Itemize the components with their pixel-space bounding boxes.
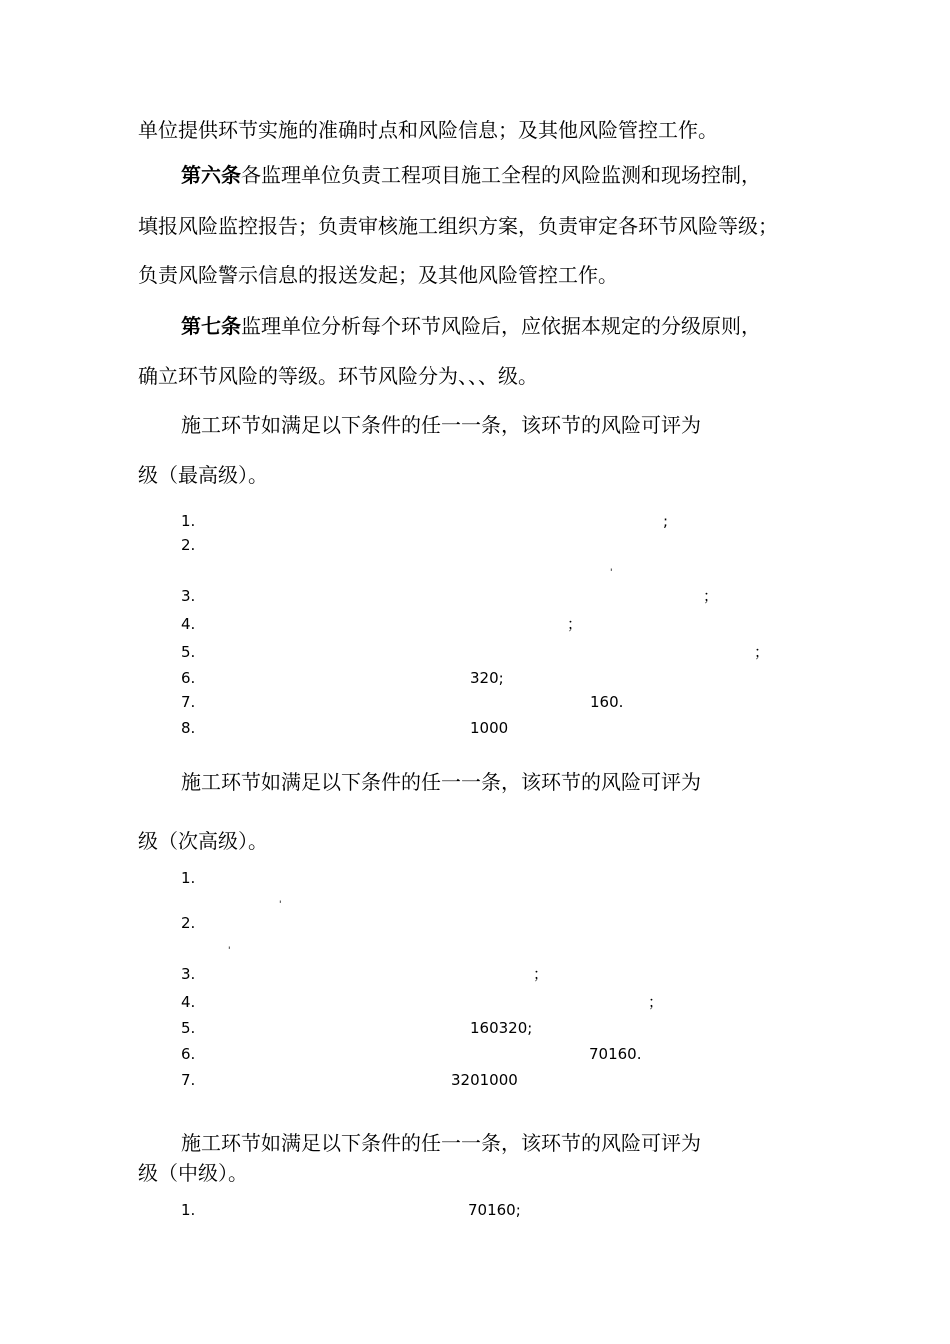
section-mid-intro: 施工环节如满足以下条件的任一一条，该环节的风险可评为 (181, 1131, 701, 1155)
paragraph-line-1: 单位提供环节实施的准确时点和风险信息；及其他风险管控工作。 (138, 118, 718, 142)
list-item-number: 4. (181, 993, 196, 1011)
paragraph-line-3: 填报风险监控报告；负责审核施工组织方案，负责审定各环节风险等级； (138, 214, 778, 238)
list-item-fragment: ' (610, 568, 613, 578)
list-item-number: 1. (181, 512, 196, 530)
list-item-number: 7. (181, 693, 196, 711)
list-item-fragment: 1000 (470, 719, 509, 737)
list-item-number: 4. (181, 615, 196, 633)
paragraph-line-4: 负责风险警示信息的报送发起；及其他风险管控工作。 (138, 263, 618, 287)
list-item-fragment: 160. (590, 693, 624, 711)
section-second-intro: 施工环节如满足以下条件的任一一条，该环节的风险可评为 (181, 770, 701, 794)
list-item-fragment: ； (703, 587, 719, 605)
list-item-number: 3. (181, 965, 196, 983)
section-second-level: 级（次高级）。 (138, 829, 268, 853)
section-top-level: 级（最高级）。 (138, 463, 268, 487)
list-item-number: 7. (181, 1071, 196, 1089)
list-item-fragment: 320; (470, 669, 504, 687)
list-item-fragment: 160320; (470, 1019, 533, 1037)
section-top-intro: 施工环节如满足以下条件的任一一条，该环节的风险可评为 (181, 413, 701, 437)
list-item-number: 1. (181, 1201, 196, 1219)
list-item-fragment: ； (754, 643, 770, 661)
list-item-fragment: ' (279, 900, 282, 910)
list-item-fragment: ' (228, 946, 231, 956)
article-six-text: 各监理单位负责工程项目施工全程的风险监测和现场控制， (241, 163, 761, 187)
paragraph-line-6: 确立环节风险的等级。环节风险分为、、、级。 (138, 364, 538, 388)
list-item-fragment: 70160; (468, 1201, 521, 1219)
list-item-number: 8. (181, 719, 196, 737)
article-seven-line (181, 312, 761, 340)
list-item-number: 6. (181, 669, 196, 687)
list-item-fragment: 70160. (589, 1045, 642, 1063)
article-seven-heading: 第七条 (181, 314, 241, 338)
list-item-number: 2. (181, 914, 196, 932)
section-mid-level: 级（中级）。 (138, 1161, 248, 1185)
list-item-fragment: ； (648, 993, 664, 1011)
list-item-fragment: ; (663, 512, 669, 530)
article-seven-text: 监理单位分析每个环节风险后，应依据本规定的分级原则， (241, 314, 761, 338)
list-item-fragment: ； (533, 965, 549, 983)
article-six-heading: 第六条 (181, 163, 241, 187)
list-item-number: 5. (181, 643, 196, 661)
list-item-fragment: ； (567, 615, 583, 633)
list-item-number: 2. (181, 536, 196, 554)
list-item-number: 1. (181, 869, 196, 887)
list-item-fragment: 3201000 (451, 1071, 518, 1089)
article-six-line (181, 161, 761, 189)
list-item-number: 6. (181, 1045, 196, 1063)
list-item-number: 3. (181, 587, 196, 605)
list-item-number: 5. (181, 1019, 196, 1037)
